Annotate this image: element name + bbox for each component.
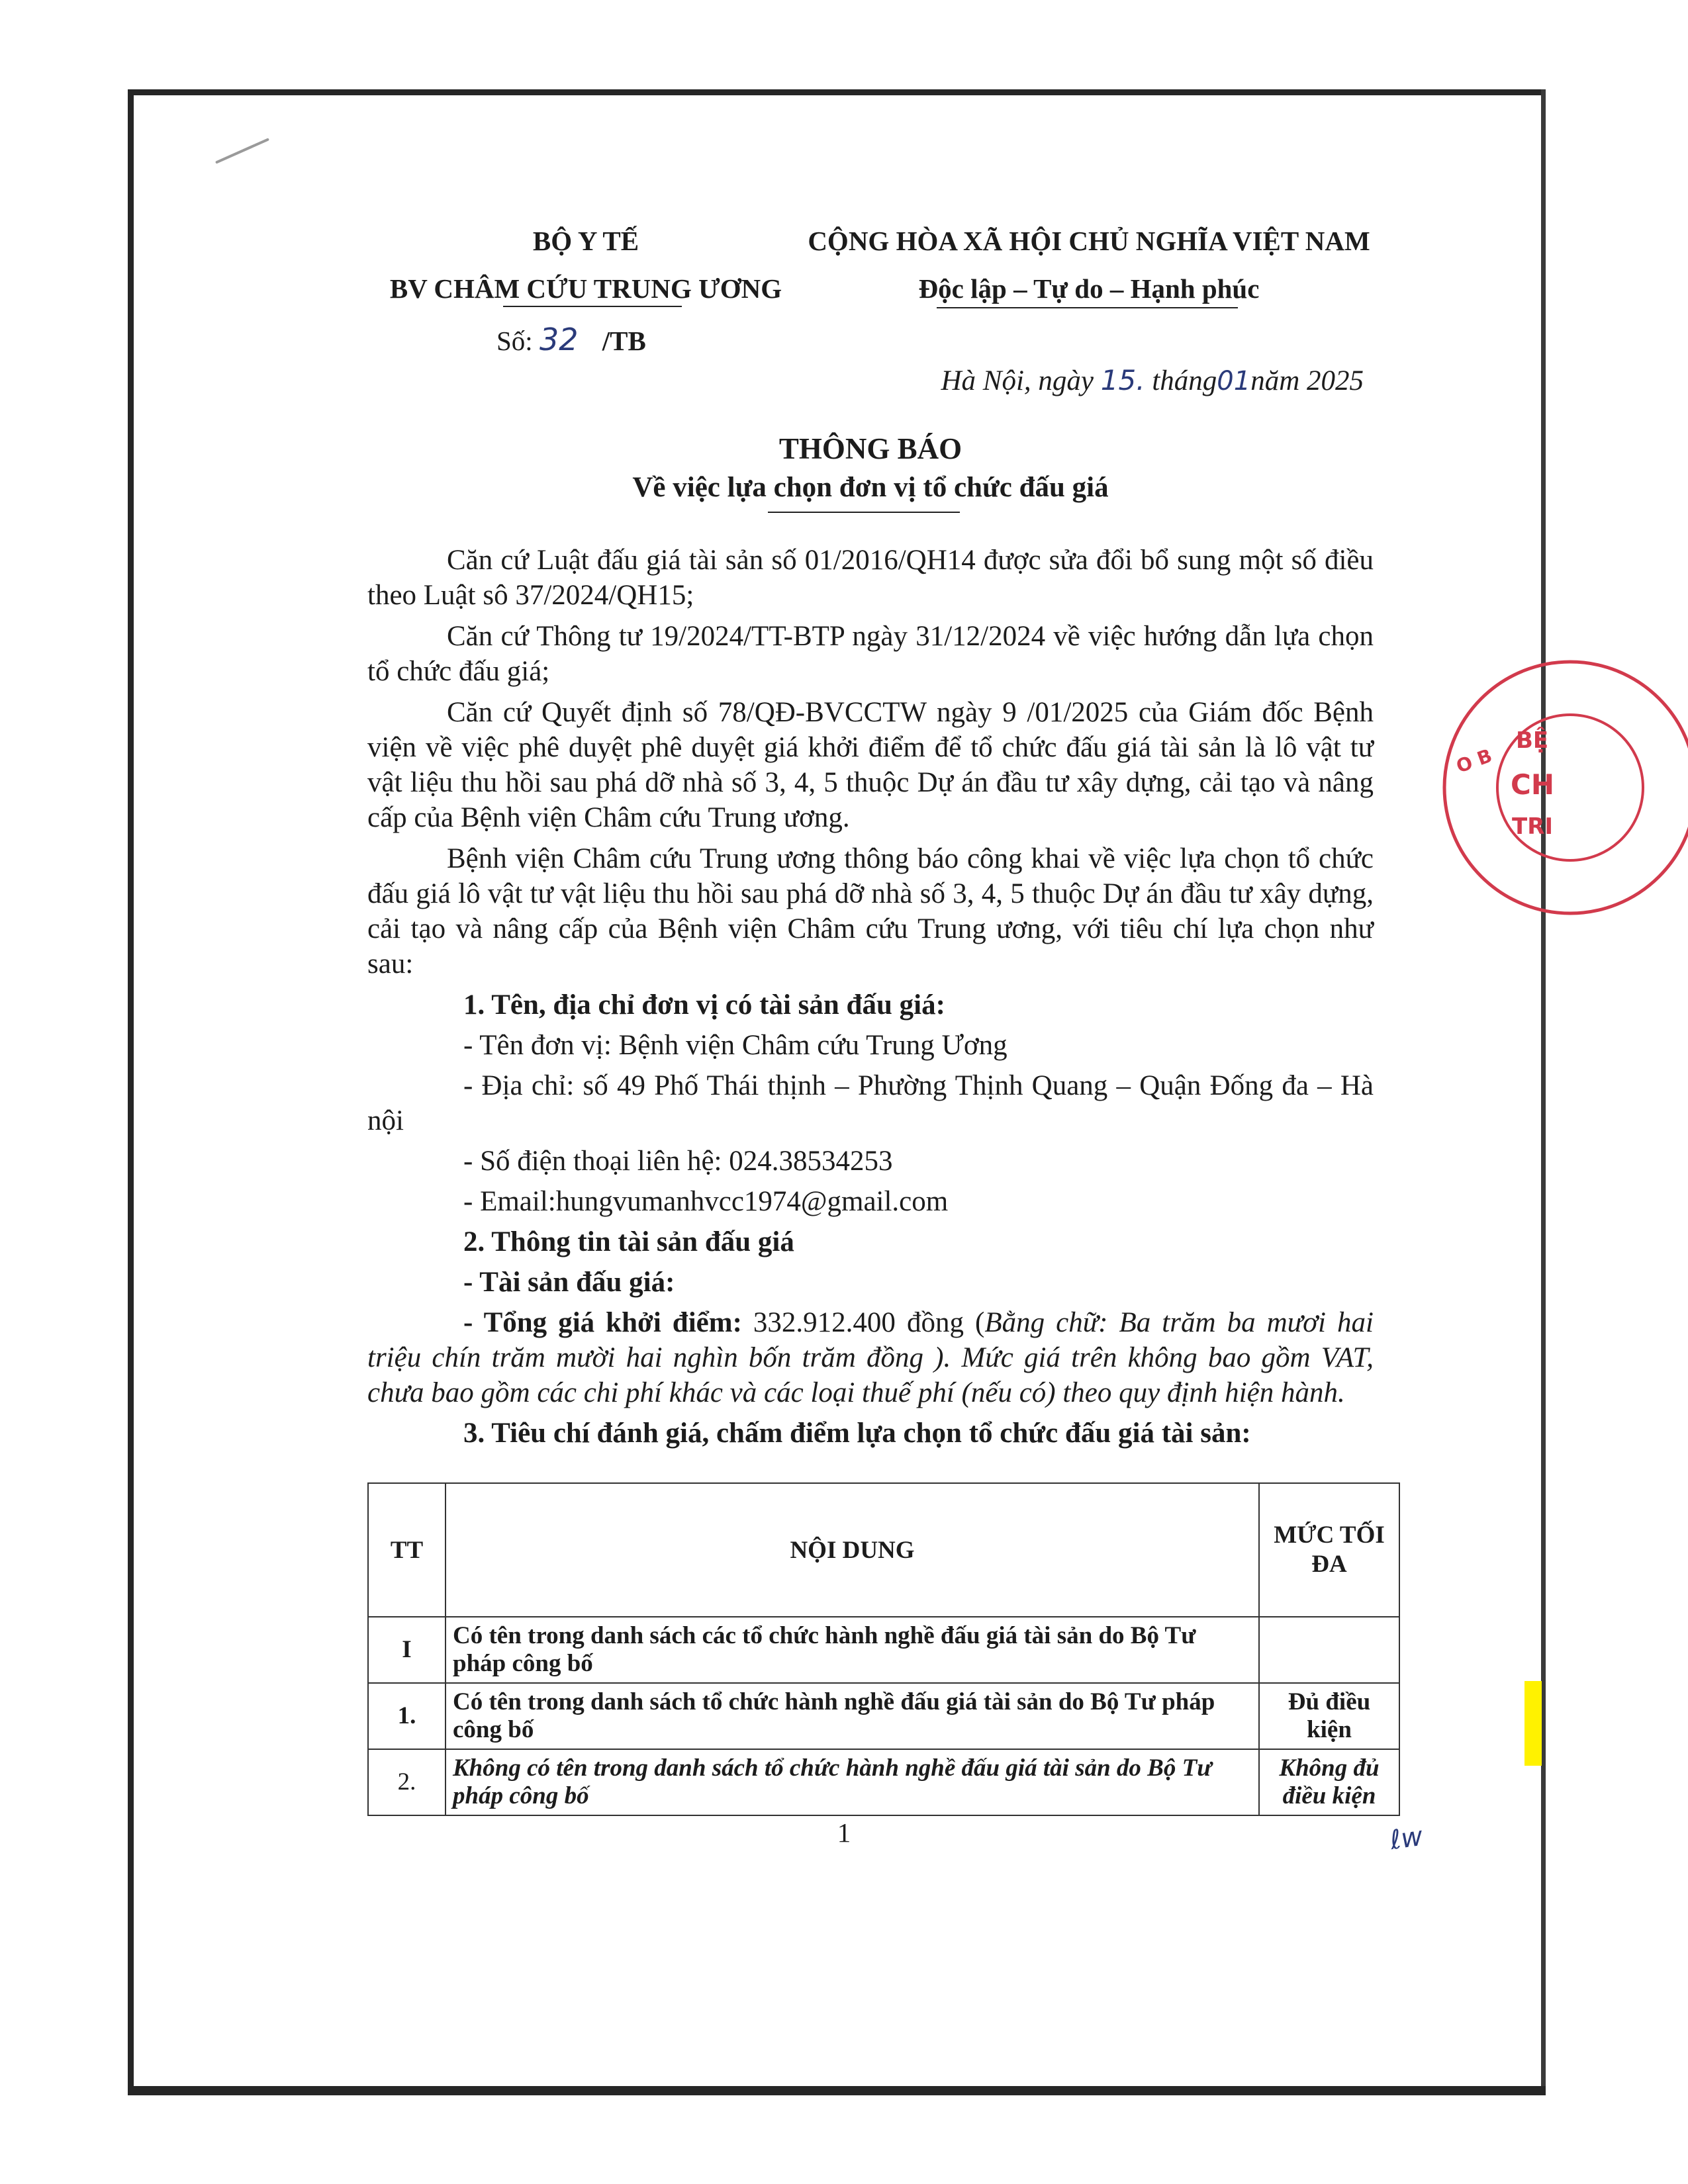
date-month-handwritten: 01 (1217, 366, 1251, 396)
hospital-underline (503, 306, 682, 307)
price-in-words: Bằng chữ: Ba trăm ba mươi hai triệu chín trăm mười hai nghìn bốn trăm đồng (367, 1307, 1374, 1373)
document-body (367, 543, 1374, 1451)
national-motto: Độc lập – Tự do – Hạnh phúc (918, 273, 1260, 304)
price-value: 332.912.400 đồng ( (741, 1307, 985, 1338)
section2-starting-price (367, 1305, 1374, 1410)
paragraph-legal-basis-3: Căn cứ Quyết định số 78/QĐ-BVCCTW ngày 9 /01/2025 của Giám đốc Bệnh viện về việc phê duyệt phê duyệt giá khởi điểm để tổ chức đấu giá tài sản là lô vật tư vật liệu thu hồi sau phá dỡ nhà số 3, 4, 5 thuộc Dự án đầu tư xây dựng, cải tạo và nâng cấp của Bệnh viện Châm cứu Trung ương. (367, 697, 1374, 833)
date-suffix: năm 2025 (1250, 365, 1364, 396)
paragraph-legal-basis-2: Căn cứ Thông tư 19/2024/TT-BTP ngày 31/12/2024 về việc hướng dẫn lựa chọn tổ chức đấu giá; (367, 621, 1374, 687)
section1-phone: - Số điện thoại liên hệ: 024.38534253 (463, 1146, 893, 1177)
subtitle-underline (768, 512, 960, 513)
scan-border-bottom (128, 2086, 1546, 2095)
section1-email: - Email:hungvumanhvcc1974@gmail.com (463, 1186, 949, 1217)
scan-border-left (128, 89, 134, 2095)
row-content: Có tên trong danh sách các tổ chức hành nghề đấu giá tài sản do Bộ Tư pháp công bố (445, 1617, 1259, 1683)
section1-address-line2: – Hà nội (367, 1070, 1374, 1136)
pen-stroke-mark (215, 138, 269, 163)
section1-heading: 1. Tên, địa chỉ đơn vị có tài sản đấu giá: (463, 989, 945, 1021)
date-day-handwritten: 15. (1100, 364, 1145, 396)
criteria-table (367, 1482, 1400, 1816)
col-header-max: MỨC TỐI ĐA (1259, 1483, 1399, 1617)
section3-heading: 3. Tiêu chí đánh giá, chấm điểm lựa chọn tổ chức đấu giá tài sản: (463, 1418, 1251, 1449)
scan-border-right (1541, 89, 1546, 2095)
table-row (368, 1683, 1399, 1749)
row-content: Không có tên trong danh sách tổ chức hành nghề đấu giá tài sản do Bộ Tư pháp công bố (445, 1749, 1259, 1815)
price-label: - Tổng giá khởi điểm: (463, 1307, 742, 1338)
section1-address-line1: - Địa chỉ: số 49 Phố Thái thịnh – Phường Thịnh Quang – Quận Đống đa (463, 1070, 1309, 1101)
country-name: CỘNG HÒA XÃ HỘI CHỦ NGHĨA VIỆT NAM (808, 226, 1370, 256)
date-month-label: tháng (1152, 365, 1217, 396)
stamp-ring-text: O B (1453, 744, 1495, 778)
hospital-name: BV CHÂM CỨU TRUNG ƯƠNG (389, 273, 782, 304)
section2-asset-label: - Tài sản đấu giá: (463, 1267, 675, 1298)
price-note: ). Mức giá trên không bao gồm VAT, chưa bao gồm các chi phí khác và các loại thuế phí (nếu có) theo quy định hiện hành. (367, 1342, 1374, 1408)
doc-number-label: Số: (496, 326, 533, 356)
date-prefix: Hà Nội, ngày (941, 365, 1094, 396)
motto-underline (937, 307, 1238, 308)
doc-number-handwritten: 32 (539, 322, 579, 357)
criteria-table-header (368, 1483, 1399, 1617)
document-subtitle: Về việc lựa chọn đơn vị tổ chức đấu giá (632, 472, 1109, 503)
scan-border-top (129, 89, 1546, 95)
row-content: Có tên trong danh sách tổ chức hành nghề đấu giá tài sản do Bộ Tư pháp công bố (445, 1683, 1259, 1749)
paragraph-legal-basis-1: Căn cứ Luật đấu giá tài sản số 01/2016/QH14 được sửa đổi bổ sung một số điều theo Luật sô 37/2024/QH15; (367, 545, 1374, 611)
red-seal-stamp (1438, 655, 1554, 920)
row-tt: 2. (368, 1749, 445, 1815)
document-title: THÔNG BÁO (778, 432, 962, 465)
stamp-text-3: TRI (1512, 813, 1554, 840)
row-tt: I (368, 1617, 445, 1683)
stamp-text-2: CH (1511, 768, 1554, 801)
yellow-highlight-mark (1524, 1681, 1542, 1766)
ministry-name: BỘ Y TẾ (532, 226, 639, 256)
paragraph-announcement: Bệnh viện Châm cứu Trung ương thông báo công khai về việc lựa chọn tổ chức đấu giá lô vật tư vật liệu thu hồi sau phá dỡ nhà số 3, 4, 5 thuộc Dự án đầu tư xây dựng, cải tạo và nâng cấp của Bệnh viện Châm cứu Trung ương, với tiêu chí lựa chọn như sau: (367, 843, 1374, 979)
stamp-text-1: BỆ (1516, 727, 1549, 754)
doc-number-suffix: /TB (602, 326, 646, 356)
table-row (368, 1749, 1399, 1815)
col-header-content: NỘI DUNG (445, 1483, 1259, 1617)
col-header-tt: TT (368, 1483, 445, 1617)
document-number (496, 322, 646, 357)
issue-date (900, 364, 1364, 397)
section1-unit-name: - Tên đơn vị: Bệnh viện Châm cứu Trung Ương (463, 1030, 1008, 1061)
row-max: Đủ điều kiện (1259, 1683, 1399, 1749)
section1-address (367, 1068, 1374, 1138)
table-row (368, 1617, 1399, 1683)
row-max: Không đủ điều kiện (1259, 1749, 1399, 1815)
row-max (1259, 1617, 1399, 1683)
page-number: 1 (837, 1817, 851, 1848)
row-tt: 1. (368, 1683, 445, 1749)
section2-heading: 2. Thông tin tài sản đấu giá (463, 1226, 794, 1257)
handwritten-initials: ℓw (1388, 1821, 1425, 1856)
